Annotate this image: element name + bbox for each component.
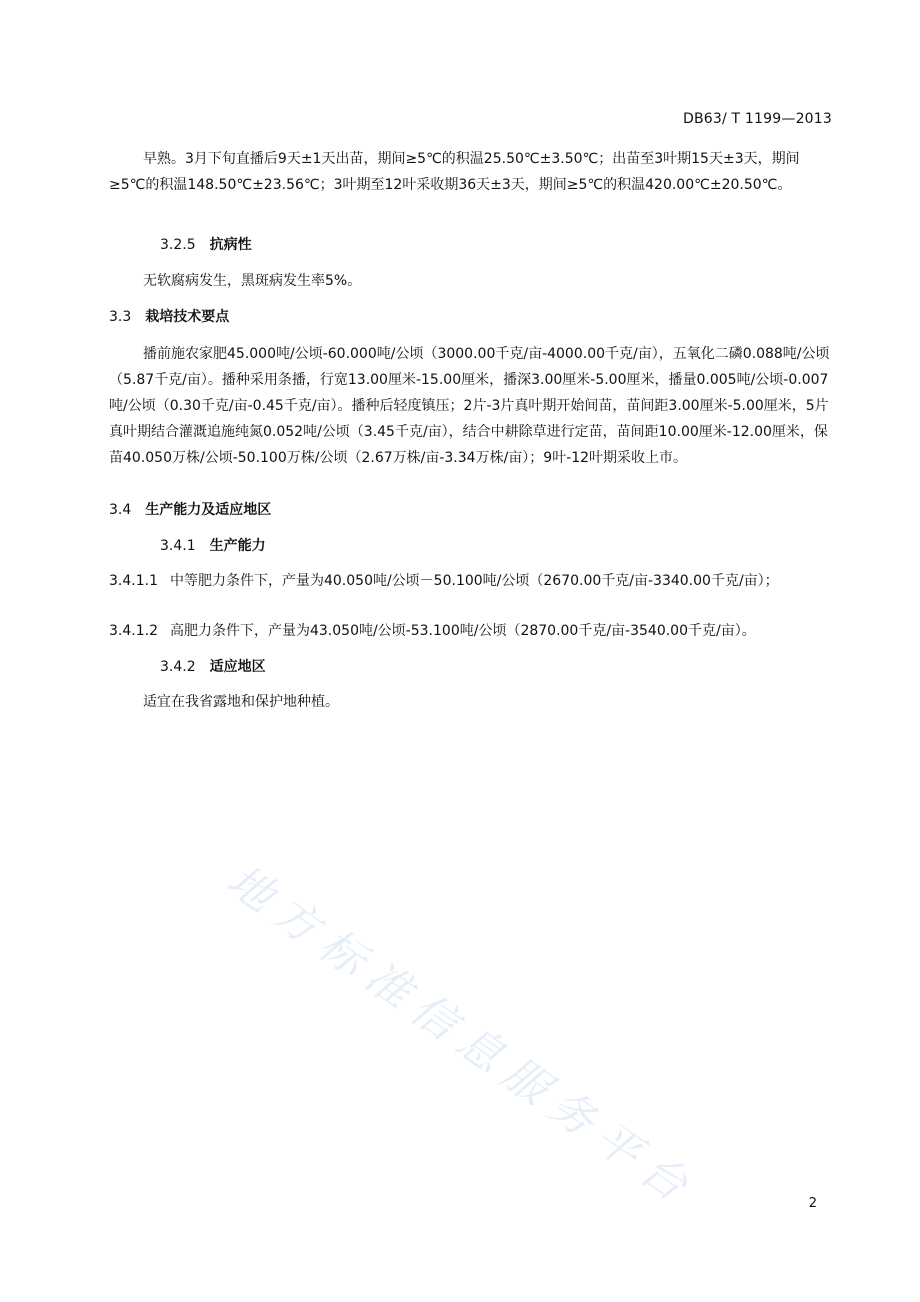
section-title: 适应地区 — [209, 659, 266, 675]
heading-3-4 — [109, 497, 271, 523]
item-3-4-1-2 — [109, 619, 833, 643]
page-number: 2 — [808, 1196, 817, 1211]
paragraph-region: 适宜在我省露地和保护地种植。 — [143, 694, 339, 710]
heading-3-2-5 — [160, 232, 252, 258]
item-number: 3.4.1.2 — [109, 623, 158, 639]
item-text: 高肥力条件下，产量为43.050吨/公顷-53.100吨/公顷（2870.00千克/亩-3540.00千克/亩）。 — [169, 623, 756, 639]
heading-3-3 — [109, 304, 229, 330]
section-title: 抗病性 — [209, 237, 252, 253]
section-number: 3.2.5 — [160, 237, 196, 253]
section-number: 3.4 — [109, 502, 132, 518]
standard-code: DB63/ T 1199—2013 — [682, 111, 832, 127]
heading-3-4-1 — [160, 533, 266, 559]
section-number: 3.4.1 — [160, 538, 196, 554]
section-number: 3.3 — [109, 309, 132, 325]
paragraph-cultivation: 播前施农家肥45.000吨/公顷-60.000吨/公顷（3000.00千克/亩-4000.00千克/亩），五氧化二磷0.088吨/公顷（5.87千克/亩）。播种采用条播，行宽13.00厘米-15.00厘米，播深3.00厘米-5.00厘米，播量0.005吨/公顷-0.007吨/公顷（0.30千克/亩-0.45千克/亩）。播种后轻度镇压；2片-3片真叶期开始间苗，苗间距3.00厘米-5.00厘米，5片真叶期结合灌溉追施纯氮0.052吨/公顷（3.45千克/亩），结合中耕除草进行定苗，苗间距10.00厘米-12.00厘米，保苗40.050万株/公顷-50.100万株/公顷（2.67万株/亩-3.34万株/亩）；9叶-12叶期采收上市。 — [109, 346, 830, 466]
item-number: 3.4.1.1 — [109, 573, 158, 589]
watermark: 地方标准信息服务平台 — [217, 854, 706, 1218]
section-title: 栽培技术要点 — [145, 309, 230, 325]
heading-3-4-2 — [160, 654, 266, 680]
item-3-4-1-1 — [109, 569, 833, 593]
section-title: 生产能力及适应地区 — [145, 502, 272, 518]
paragraph-disease: 无软腐病发生，黑斑病发生率5%。 — [143, 273, 362, 289]
section-title: 生产能力 — [209, 538, 266, 554]
paragraph-maturity: 早熟。3月下旬直播后9天±1天出苗，期间≥5℃的积温25.50℃±3.50℃；出苗至3叶期15天±3天，期间≥5℃的积温148.50℃±23.56℃；3叶期至12叶采收期36天±3天，期间≥5℃的积温420.00℃±20.50℃。 — [109, 151, 800, 193]
section-number: 3.4.2 — [160, 659, 196, 675]
item-text: 中等肥力条件下，产量为40.050吨/公顷－50.100吨/公顷（2670.00千克/亩-3340.00千克/亩）； — [169, 573, 779, 589]
